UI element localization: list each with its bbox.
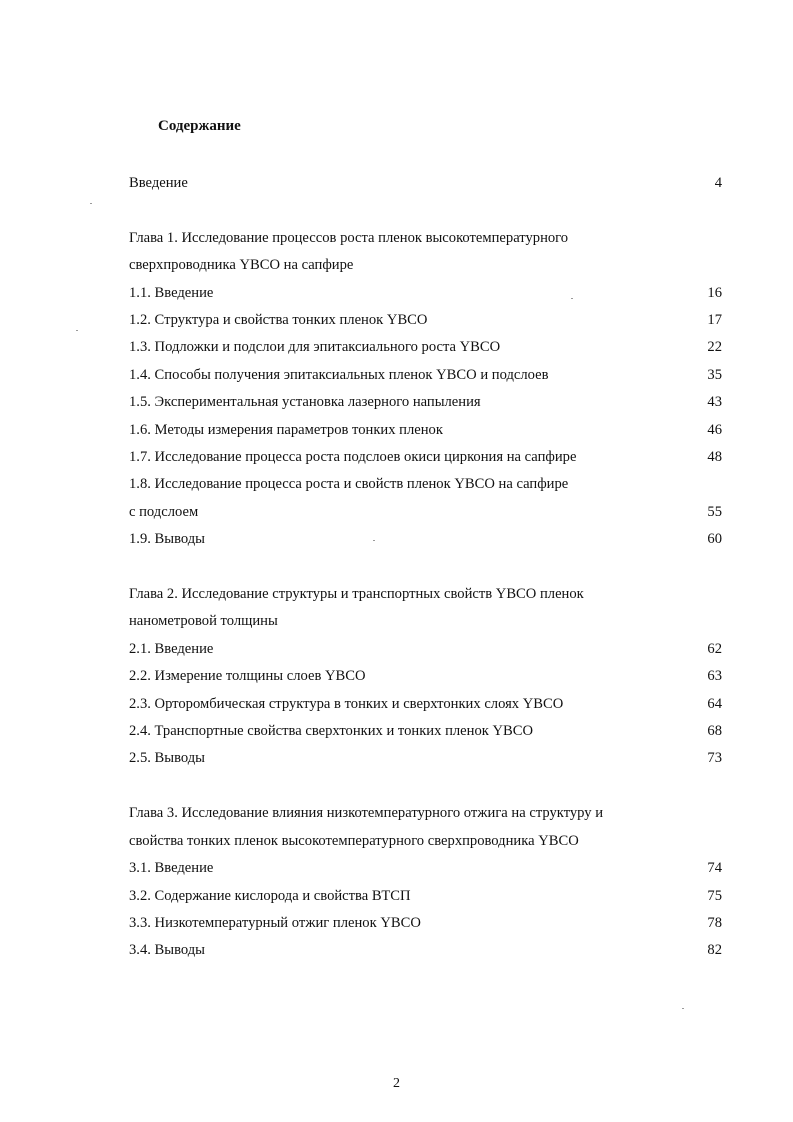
toc-entry-label: 3.4. Выводы <box>129 942 205 958</box>
toc-entry <box>129 529 722 549</box>
toc-entry <box>129 420 722 440</box>
toc-entry-label: 1.8. Исследование процесса роста и свойств пленок YBCO на сапфире <box>129 476 569 492</box>
chapter-1-heading <box>129 228 722 248</box>
toc-entry <box>129 502 722 522</box>
toc-entry-page: 82 <box>707 942 722 958</box>
toc-entry <box>129 886 722 906</box>
toc-entry-label: 2.4. Транспортные свойства сверхтонких и тонких пленок YBCO <box>129 723 534 739</box>
toc-entry-label: 1.9. Выводы <box>129 531 205 547</box>
chapter-3-title-line-1: Глава 3. Исследование влияния низкотемпературного отжига на структуру и <box>129 805 604 821</box>
chapter-2-title-line-1: Глава 2. Исследование структуры и транспортных свойств YBCO пленок <box>129 586 584 602</box>
toc-entry <box>129 913 722 933</box>
toc-entry-label: 2.3. Орторомбическая структура в тонких и сверхтонких слоях YBCO <box>129 696 564 712</box>
scan-speck <box>76 330 78 331</box>
toc-entry-page: 74 <box>707 860 722 876</box>
toc-entry-page: 4 <box>714 175 722 191</box>
chapter-3-heading <box>129 803 722 823</box>
toc-entry <box>129 721 722 741</box>
toc-entry <box>129 337 722 357</box>
toc-entry-page: 64 <box>707 696 722 712</box>
toc-entry-page: 17 <box>707 312 722 328</box>
chapter-3-heading-continued <box>129 831 722 851</box>
scan-speck <box>90 203 92 204</box>
scan-speck <box>373 540 375 541</box>
toc-entry-page: 22 <box>707 339 722 355</box>
toc-entry-label: 2.2. Измерение толщины слоев YBCO <box>129 668 366 684</box>
toc-entry-page: 35 <box>707 367 722 383</box>
toc-entry-label: с подслоем <box>129 504 199 520</box>
toc-entry-page: 43 <box>707 394 722 410</box>
toc-entry <box>129 310 722 330</box>
toc-entry <box>129 392 722 412</box>
toc-entry-page: 60 <box>707 531 722 547</box>
toc-entry-page: 46 <box>707 422 722 438</box>
toc-entry-label: 3.2. Содержание кислорода и свойства ВТСП <box>129 888 411 904</box>
toc-entry-label: 1.3. Подложки и подслои для эпитаксиального роста YBCO <box>129 339 501 355</box>
toc-entry-label: Введение <box>129 175 188 191</box>
toc-entry-page: 68 <box>707 723 722 739</box>
toc-entry-label: 3.3. Низкотемпературный отжиг пленок YBCO <box>129 915 421 931</box>
chapter-2-title-line-2: нанометровой толщины <box>129 613 278 629</box>
toc-entry <box>129 694 722 714</box>
toc-entry <box>129 666 722 686</box>
toc-entry-label: 1.4. Способы получения эпитаксиальных пленок YBCO и подслоев <box>129 367 549 383</box>
toc-entry <box>129 447 722 467</box>
toc-entry <box>129 858 722 878</box>
toc-entry-label: 1.5. Экспериментальная установка лазерного напыления <box>129 394 481 410</box>
chapter-1-heading-continued <box>129 255 722 275</box>
scan-speck <box>571 298 573 299</box>
scan-speck <box>682 1008 684 1009</box>
chapter-3-title-line-2: свойства тонких пленок высокотемпературного сверхпроводника YBCO <box>129 833 579 849</box>
toc-entry <box>129 365 722 385</box>
toc-entry-label: 2.1. Введение <box>129 641 214 657</box>
page-title: Содержание <box>158 118 241 134</box>
toc-entry-label: 2.5. Выводы <box>129 750 205 766</box>
chapter-2-heading <box>129 584 722 604</box>
toc-entry-page: 48 <box>707 449 722 465</box>
toc-entry-label: 1.1. Введение <box>129 285 214 301</box>
toc-entry <box>129 474 722 494</box>
toc-entry-introduction <box>129 173 722 193</box>
toc-entry-page: 16 <box>707 285 722 301</box>
toc-entry-label: 3.1. Введение <box>129 860 214 876</box>
toc-entry-page: 63 <box>707 668 722 684</box>
toc-entry-label: 1.2. Структура и свойства тонких пленок YBCO <box>129 312 428 328</box>
chapter-1-title-line-2: сверхпроводника YBCO на сапфире <box>129 257 354 273</box>
page-number: 2 <box>393 1076 400 1091</box>
toc-entry <box>129 639 722 659</box>
toc-entry-page: 73 <box>707 750 722 766</box>
toc-entry-page: 75 <box>707 888 722 904</box>
toc-entry-label: 1.7. Исследование процесса роста подслоев окиси циркония на сапфире <box>129 449 577 465</box>
toc-entry-page: 55 <box>707 504 722 520</box>
toc-entry <box>129 283 722 303</box>
toc-entry-page: 62 <box>707 641 722 657</box>
toc-entry-label: 1.6. Методы измерения параметров тонких пленок <box>129 422 443 438</box>
chapter-2-heading-continued <box>129 611 722 631</box>
toc-entry <box>129 748 722 768</box>
chapter-1-title-line-1: Глава 1. Исследование процессов роста пленок высокотемпературного <box>129 230 569 246</box>
toc-entry-page: 78 <box>707 915 722 931</box>
toc-entry <box>129 940 722 960</box>
